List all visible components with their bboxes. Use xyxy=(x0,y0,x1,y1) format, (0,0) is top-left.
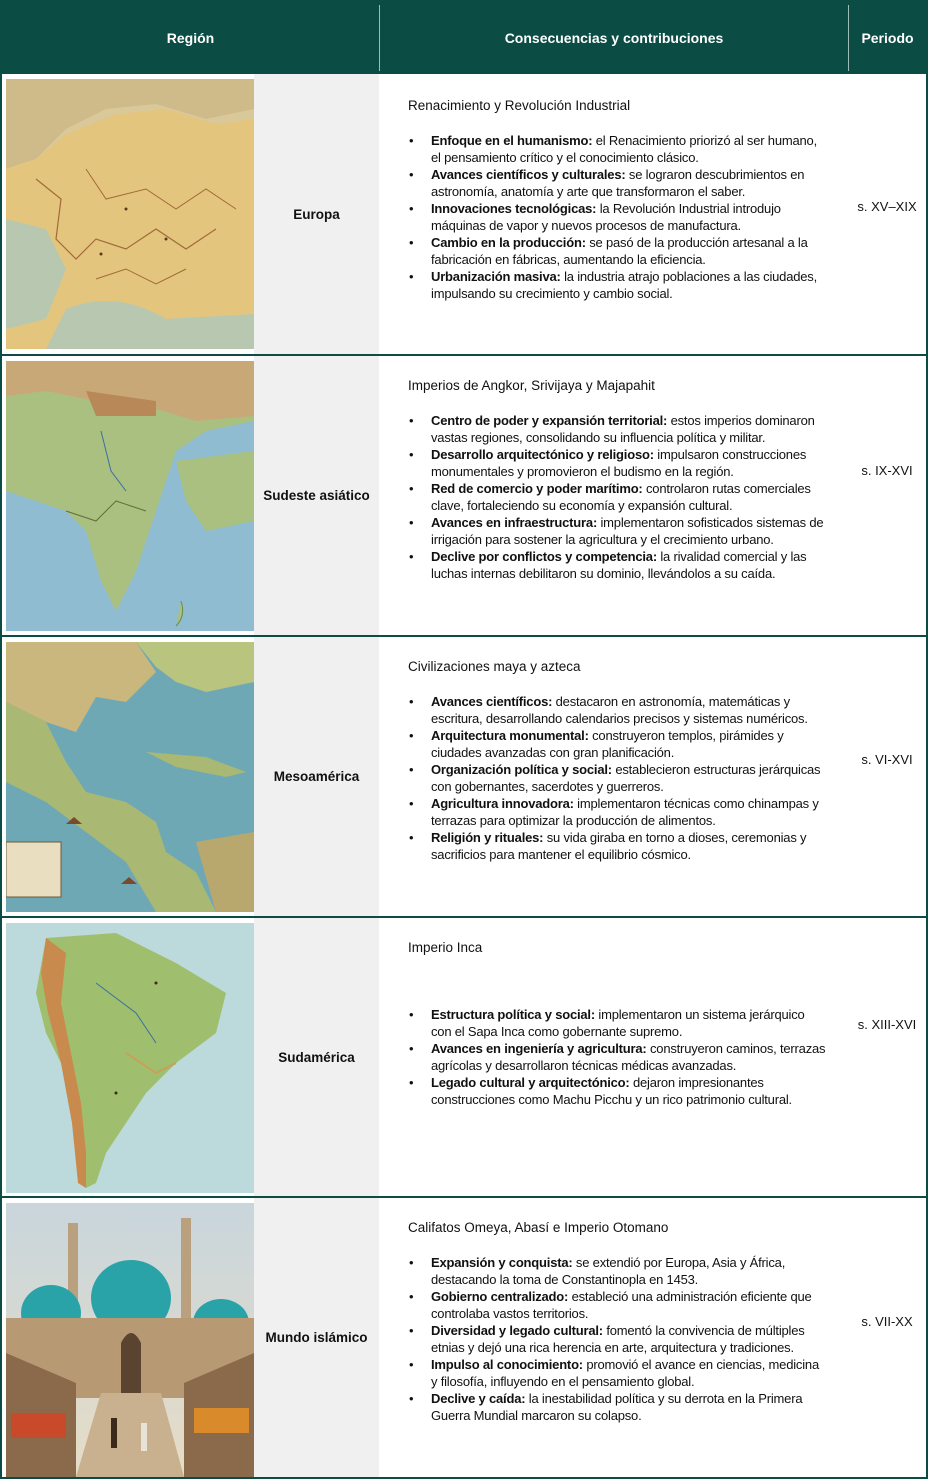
list-item: • Red de comercio y poder marítimo: controlaron rutas comerciales clave, fortaleciendo su economía y expansión cultural. xyxy=(431,480,826,514)
table-row xyxy=(2,74,926,354)
content-cell xyxy=(379,637,848,916)
list-item: • Urbanización masiva: la industria atrajo poblaciones a las ciudades, impulsando su crecimiento y cambio social. xyxy=(431,268,826,302)
list-item: • Avances científicos y culturales: se lograron descubrimientos en astronomía, anatomía y arte que transformaron el saber. xyxy=(431,166,826,200)
region-cell: Sudeste asiático xyxy=(254,356,379,635)
region-cell: Mundo islámico xyxy=(254,1198,379,1477)
table-row xyxy=(2,637,926,916)
table-header xyxy=(2,2,926,74)
content-cell xyxy=(379,918,848,1196)
list-item: • Centro de poder y expansión territorial: estos imperios dominaron vastas regiones, consolidando su influencia política y militar. xyxy=(431,412,826,446)
content-cell xyxy=(379,356,848,635)
era-subtitle: Civilizaciones maya y azteca xyxy=(408,659,581,674)
list-item: • Declive por conflictos y competencia: la rivalidad comercial y las luchas internas debilitaron su dominio, llevándolos a su caída. xyxy=(431,548,826,582)
list-item: • Gobierno centralizado: estableció una administración eficiente que controlaba vastos territorios. xyxy=(431,1288,826,1322)
list-item: • Innovaciones tecnológicas: la Revolución Industrial introdujo máquinas de vapor y nuevos procesos de manufactura. xyxy=(431,200,826,234)
south-asia-map-image xyxy=(6,361,254,631)
list-item: • Avances en ingeniería y agricultura: construyeron caminos, terrazas agrícolas y desarrollaron técnicas médicas avanzadas. xyxy=(431,1040,826,1074)
era-subtitle: Renacimiento y Revolución Industrial xyxy=(408,98,631,113)
era-subtitle: Imperios de Angkor, Srivijaya y Majapahit xyxy=(408,378,655,393)
list-item: • Expansión y conquista: se extendió por Europa, Asia y África, destacando la toma de Constantinopla en 1453. xyxy=(431,1254,826,1288)
list-item: • Diversidad y legado cultural: fomentó la convivencia de múltiples etnias y dejó una rica herencia en arte, arquitectura y tradiciones. xyxy=(431,1322,826,1356)
period-cell: s. VI-XVI xyxy=(861,751,913,767)
contribution-list xyxy=(431,132,826,302)
region-cell: Europa xyxy=(254,74,379,354)
region-cell: Sudamérica xyxy=(254,918,379,1196)
list-item: • Religión y rituales: su vida giraba en torno a dioses, ceremonias y sacrificios para mantener el equilibrio cósmico. xyxy=(431,829,826,863)
table-row xyxy=(2,356,926,635)
list-item: • Avances en infraestructura: implementaron sofisticados sistemas de irrigación para sostener la agricultura y el crecimiento urbano. xyxy=(431,514,826,548)
south-america-map-image xyxy=(6,923,254,1193)
list-item: • Legado cultural y arquitectónico: dejaron impresionantes construcciones como Machu Picchu y un rico patrimonio cultural. xyxy=(431,1074,826,1108)
period-cell: s. XV–XIX xyxy=(857,198,917,214)
content-cell xyxy=(379,74,848,354)
list-item: • Impulso al conocimiento: promovió el avance en ciencias, medicina y filosofía, influyendo en el pensamiento global. xyxy=(431,1356,826,1390)
europe-map-image xyxy=(6,79,254,349)
mesoamerica-map-image xyxy=(6,642,254,912)
era-subtitle: Califatos Omeya, Abasí e Imperio Otomano xyxy=(408,1220,669,1235)
period-cell: s. VII-XX xyxy=(861,1313,913,1329)
header-period: Periodo xyxy=(861,30,914,46)
content-cell xyxy=(379,1198,848,1477)
contribution-list xyxy=(431,1254,826,1424)
table-row xyxy=(2,918,926,1196)
header-region: Región xyxy=(166,30,215,46)
table-row xyxy=(2,1198,926,1477)
contribution-list xyxy=(431,693,826,863)
header-consequences: Consecuencias y contribuciones xyxy=(504,30,724,46)
list-item: • Estructura política y social: implementaron un sistema jerárquico con el Sapa Inca como gobernante supremo. xyxy=(431,1006,826,1040)
list-item: • Desarrollo arquitectónico y religioso: impulsaron construcciones monumentales y promovieron el budismo en la región. xyxy=(431,446,826,480)
contribution-list xyxy=(431,1006,826,1108)
list-item: • Arquitectura monumental: construyeron templos, pirámides y ciudades avanzadas con gran planificación. xyxy=(431,727,826,761)
contribution-list xyxy=(431,412,826,582)
period-cell: s. IX-XVI xyxy=(861,462,913,478)
region-cell: Mesoamérica xyxy=(254,637,379,916)
list-item: • Enfoque en el humanismo: el Renacimiento priorizó al ser humano, el pensamiento crítico y el conocimiento clásico. xyxy=(431,132,826,166)
islamic-city-image xyxy=(6,1203,254,1477)
list-item: • Cambio en la producción: se pasó de la producción artesanal a la fabricación en fábricas, aumentando la eficiencia. xyxy=(431,234,826,268)
list-item: • Organización política y social: establecieron estructuras jerárquicas con gobernantes, sacerdotes y guerreros. xyxy=(431,761,826,795)
list-item: • Avances científicos: destacaron en astronomía, matemáticas y escritura, desarrollando calendarios precisos y sistemas numéricos. xyxy=(431,693,826,727)
list-item: • Agricultura innovadora: implementaron técnicas como chinampas y terrazas para optimizar la producción de alimentos. xyxy=(431,795,826,829)
period-cell: s. XIII-XVI xyxy=(857,1016,917,1032)
list-item: • Declive y caída: la inestabilidad política y su derrota en la Primera Guerra Mundial marcaron su colapso. xyxy=(431,1390,826,1424)
era-subtitle: Imperio Inca xyxy=(408,940,483,955)
